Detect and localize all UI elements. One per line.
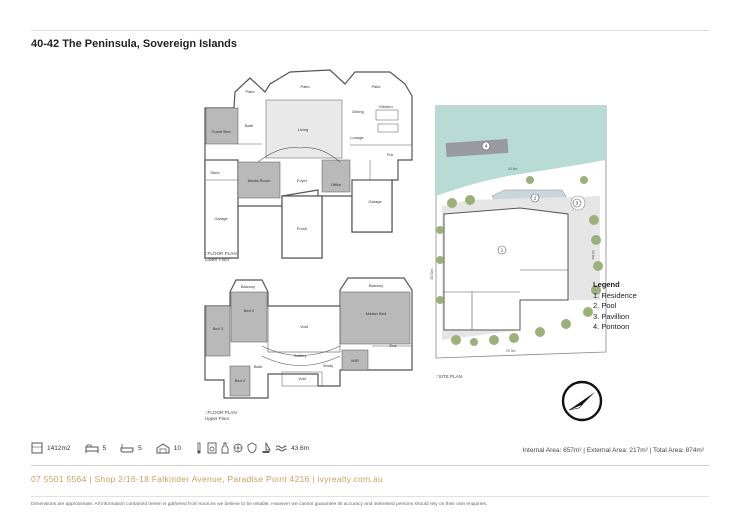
fan-icon [233,442,243,454]
site-marker-3: 3 [575,200,579,206]
room-study: Study [322,363,334,368]
legend-item-residence: 1. Residence [593,290,637,300]
room-dining: Dining [352,109,364,114]
room-patio-mid: Patio [300,84,310,89]
room-gallery: Gallery [293,353,307,358]
site-marker-2: 2 [533,195,537,201]
stat-beds [85,443,107,453]
room-balcony-left: Balcony [240,284,256,289]
stat-garage [156,443,181,454]
stat-garage-value: 10 [173,444,181,452]
upper-floor-label-line2: Upper Floor [205,416,230,421]
contact-line [31,474,383,484]
room-store: Store [210,170,220,175]
stat-land-size [31,442,71,454]
room-patio-right: Patio [371,84,381,89]
legend-item-pavillion: 3. Pavillion [593,311,630,321]
legend [593,280,637,333]
site-marker-1: 1 [500,247,504,253]
room-media: Media Room [247,178,271,183]
thermometer-icon [195,442,203,454]
room-kitchen: Kitchen [379,104,393,109]
stat-land-size-value: 1412m2 [47,444,71,452]
phone-link[interactable]: 07 5501 5564 [31,474,87,484]
room-master: Master Bed [365,311,387,316]
room-bed3: Bed 3 [212,326,224,331]
bath-icon [120,443,134,453]
garage-icon [156,443,170,454]
area-summary: Internal Area: 657m² | External Area: 217m² | Total Area: 874m² [522,447,704,454]
office-address: | Shop 2/16-18 Falkinder Avenue, Paradise Point 4216 | ivyrealty.com.au [89,474,384,484]
north-arrow-icon [561,380,603,422]
site-plan-label: ::SITE PLAN [436,374,463,379]
room-guest-bed: Guest Bed [211,129,231,134]
room-bath-lower: Bath [244,123,254,128]
lower-floor-plan [205,70,412,258]
wine-bottle-icon [221,442,229,454]
site-dim-left: 38.52m [430,268,434,280]
lower-floor-label [205,251,237,263]
room-ens: Ens [389,343,397,348]
legend-item-pool: 2. Pool [593,301,617,310]
boat-icon [261,442,271,454]
room-garage-left: Garage [214,216,228,221]
lower-floor-label-line1: ::FLOOR PLAN [205,251,237,256]
room-void-top: Void [300,324,308,329]
footer-divider [31,465,709,466]
property-stats [31,440,323,456]
room-bed4: Bed 4 [234,378,246,383]
site-dim-bottom: 29.3m [506,349,516,353]
site-marker-4: 4 [484,143,488,149]
upper-floor-label [205,410,237,422]
page-title: 40-42 The Peninsula, Sovereign Islands [31,38,238,50]
room-porch: Porch [296,226,308,231]
site-dim-right: 34.8m [591,250,595,260]
washing-machine-icon [207,442,217,454]
room-balcony-right: Balcony [368,283,384,288]
water-frontage-icon [275,442,287,454]
room-living: Living [297,127,309,132]
room-office: Office [330,182,342,187]
room-wir: WIR [351,358,359,363]
disclaimer-text: Dimensions are approximate. All information contained herein is gathered from sources we believe to be reliable. However we cannot guarantee its accuracy and interested persons should rely on their own enquiries. [31,502,488,507]
room-lounge: Lounge [350,135,364,140]
room-void-bottom: Void [298,376,306,381]
room-patio-left: Patio [245,89,255,94]
upper-floor-label-line1: ::FLOOR PLAN [205,410,237,415]
stat-beds-value: 5 [102,444,107,452]
stat-amenities [195,442,309,454]
disclaimer-divider [31,496,709,497]
lower-floor-label-line2: Lower Floor [205,257,230,262]
room-pdr: Pdr [386,152,394,157]
room-garage-right: Garage [368,199,382,204]
room-bath-upper: Bath [253,364,263,369]
security-icon [247,442,257,454]
legend-title: Legend [593,280,620,289]
site-dim-top: 43.6m [508,167,518,171]
stat-frontage-value: 43.6m [290,444,310,452]
legend-item-pontoon: 4. Pontoon [593,322,630,331]
stat-baths-value: 5 [138,444,142,452]
bed-icon [85,443,99,453]
room-foyer: Foyer [296,178,308,183]
room-bed2: Bed 2 [243,308,255,313]
stat-baths [120,443,142,453]
site-plan [430,106,606,358]
land-size-icon [31,442,43,454]
